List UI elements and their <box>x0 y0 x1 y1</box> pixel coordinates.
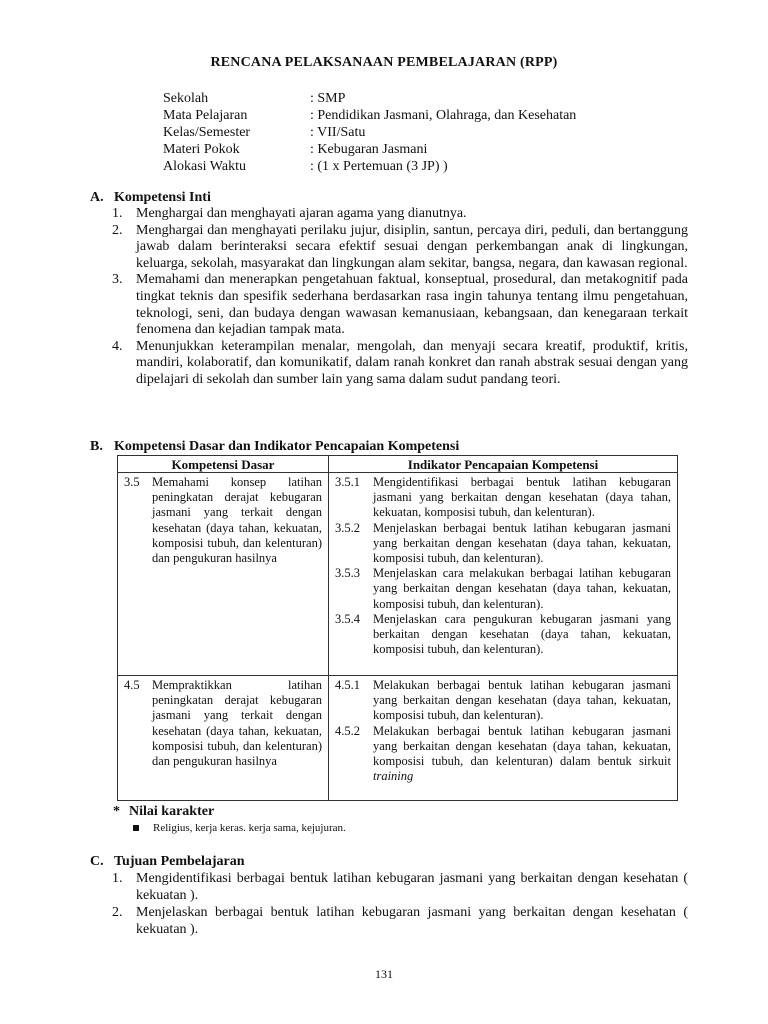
list-item <box>112 904 688 938</box>
meta-key: Sekolah <box>163 91 209 106</box>
meta-value: : Kebugaran Jasmani <box>310 142 428 157</box>
indicator-code: 3.5.4 <box>335 611 360 626</box>
indicator-cell <box>329 473 678 676</box>
item-number: 1. <box>112 206 123 221</box>
section-a-heading <box>90 189 211 206</box>
page-number: 131 <box>375 967 393 981</box>
meta-value: : SMP <box>310 91 346 106</box>
indicator-text: Mengidentifikasi berbagai bentuk latihan kebugaran jasmani yang berkaitan dengan kesehatan (daya tahan, kekuatan, komposisi tubuh, dan kelenturan). <box>373 475 671 520</box>
item-text: Memahami dan menerapkan pengetahuan faktual, konseptual, prosedural, dan metakognitif pada tingkat teknis dan spesifik sederhana berdasarkan rasa ingin tahunya tentang ilmu pengetahuan, teknologi, seni, dan budaya dengan wawasan kemanusiaan, kebangsaan, dan kenegaraan terkait fenomena dan kejadian tampak mata. <box>136 272 688 338</box>
meta-row-school <box>163 90 576 107</box>
meta-row-class <box>163 124 576 141</box>
kd-cell <box>118 473 329 676</box>
list-item <box>112 223 688 273</box>
item-text: Menghargai dan menghayati ajaran agama yang dianutnya. <box>136 206 467 221</box>
item-text: Menunjukkan keterampilan menalar, mengolah, dan menyaji secara kreatif, produktif, kritis, mandiri, kolaboratif, dan komunikatif, dalam ranah konkret dan ranah abstrak sesuai dengan yang dipelajari di sekolah dan sumber lain yang sama dalam sudut pandang teori. <box>136 338 688 387</box>
character-values-item <box>133 822 346 834</box>
kd-cell <box>118 676 329 801</box>
competency-table <box>117 455 678 801</box>
meta-value: : VII/Satu <box>310 125 366 140</box>
kd-text: Mempraktikkan latihan peningkatan derajat kebugaran jasmani yang terkait dengan kesehatan (daya tahan, kekuatan, komposisi tubuh, dan kelenturan) dan pengukuran hasilnya <box>152 678 322 769</box>
indicator-cell <box>329 676 678 801</box>
section-letter: A. <box>90 190 104 205</box>
indicator-entry <box>335 678 671 724</box>
item-number: 2. <box>112 905 123 920</box>
character-values-text: Religius, kerja keras. kerja sama, kejujuran. <box>153 822 346 834</box>
character-values-title: Nilai karakter <box>129 804 215 819</box>
kd-code: 3.5 <box>124 475 140 489</box>
item-number: 4. <box>112 338 123 354</box>
list-item <box>112 206 688 223</box>
indicator-entry <box>335 475 671 521</box>
list-item <box>112 339 688 389</box>
table-row <box>118 473 678 676</box>
indicator-entry <box>335 566 671 612</box>
indicator-text <box>373 724 671 785</box>
meta-key: Alokasi Waktu <box>163 159 246 174</box>
indicator-text: Menjelaskan berbagai bentuk latihan kebugaran jasmani yang berkaitan dengan kesehatan (daya tahan, kekuatan, komposisi tubuh, dan kelenturan). <box>373 520 671 566</box>
item-number: 3. <box>112 272 123 288</box>
section-title: Kompetensi Inti <box>114 190 211 205</box>
document-title: RENCANA PELAKSANAAN PEMBELAJARAN (RPP) <box>210 55 558 70</box>
core-competency-list <box>112 206 688 389</box>
meta-row-subject <box>163 107 576 124</box>
kd-entry <box>124 475 322 566</box>
item-number: 1. <box>112 871 123 886</box>
kd-text: Memahami konsep latihan peningkatan derajat kebugaran jasmani yang terkait dengan kesehatan (daya tahan, kekuatan, komposisi tubuh, dan kelenturan) dan pengukuran hasilnya <box>152 475 322 566</box>
indicator-code: 3.5.2 <box>335 520 360 535</box>
column-header-indicator: Indikator Pencapaian Kompetensi <box>329 456 678 473</box>
section-letter: B. <box>90 439 103 454</box>
item-text: Menghargai dan menghayati perilaku jujur, disiplin, santun, percaya diri, peduli, dan bertanggung jawab dalam berinteraksi secara efektif sesuai dengan perkembangan anak di lingkungan, keluarga, sekolah, masyarakat dan lingkungan alam sekitar, bangsa, negara, dan kawasan regional. <box>136 222 688 271</box>
indicator-code: 4.5.2 <box>335 723 360 738</box>
meta-key: Mata Pelajaran <box>163 108 248 123</box>
character-values-heading <box>113 804 214 820</box>
table-row <box>118 676 678 801</box>
indicator-text: Menjelaskan cara pengukuran kebugaran jasmani yang berkaitan dengan kesehatan (daya tahan, kekuatan, komposisi tubuh, dan kelenturan). <box>373 611 671 657</box>
list-item <box>112 870 688 904</box>
section-title: Kompetensi Dasar dan Indikator Pencapaian Kompetensi <box>114 439 460 454</box>
item-text: Menjelaskan berbagai bentuk latihan kebugaran jasmani yang berkaitan dengan kesehatan ( kekuatan ). <box>136 905 688 937</box>
meta-row-time <box>163 158 576 175</box>
meta-value: : (1 x Pertemuan (3 JP) ) <box>310 159 448 174</box>
kd-code: 4.5 <box>124 678 140 692</box>
square-bullet-icon <box>133 825 139 831</box>
meta-row-topic <box>163 141 576 158</box>
indicator-code: 4.5.1 <box>335 678 360 692</box>
indicator-text-main: Melakukan berbagai bentuk latihan kebugaran jasmani yang berkaitan dengan kesehatan (daya tahan, kekuatan, komposisi tubuh, dan kelenturan) dalam bentuk sirkuit <box>373 723 671 769</box>
column-header-kd: Kompetensi Dasar <box>118 456 329 473</box>
identity-block <box>163 90 576 175</box>
item-text: Mengidentifikasi berbagai bentuk latihan kebugaran jasmani yang berkaitan dengan kesehatan ( kekuatan ). <box>136 871 688 903</box>
section-c-heading <box>90 853 245 870</box>
section-b-heading <box>90 438 459 455</box>
learning-objectives-list <box>112 870 688 938</box>
indicator-code: 3.5.1 <box>335 475 360 489</box>
indicator-entry <box>335 724 671 785</box>
meta-value: : Pendidikan Jasmani, Olahraga, dan Kesehatan <box>310 108 577 123</box>
indicator-code: 3.5.3 <box>335 566 360 581</box>
table-header-row <box>118 456 678 473</box>
section-letter: C. <box>90 854 104 869</box>
indicator-entry <box>335 612 671 658</box>
meta-key: Kelas/Semester <box>163 125 251 140</box>
section-title: Tujuan Pembelajaran <box>114 854 245 869</box>
list-item <box>112 272 688 338</box>
indicator-text: Melakukan berbagai bentuk latihan kebugaran jasmani yang berkaitan dengan kesehatan (daya tahan, kekuatan, komposisi tubuh, dan kelenturan). <box>373 678 671 723</box>
indicator-text-italic: training <box>373 769 414 784</box>
asterisk: * <box>113 804 120 819</box>
indicator-text: Menjelaskan cara melakukan berbagai latihan kebugaran yang berkaitan dengan kesehatan (daya tahan, kekuatan, komposisi tubuh, dan kelenturan). <box>373 566 671 611</box>
indicator-entry <box>335 521 671 567</box>
meta-key: Materi Pokok <box>163 142 240 157</box>
kd-entry <box>124 678 322 769</box>
item-number: 2. <box>112 222 123 238</box>
